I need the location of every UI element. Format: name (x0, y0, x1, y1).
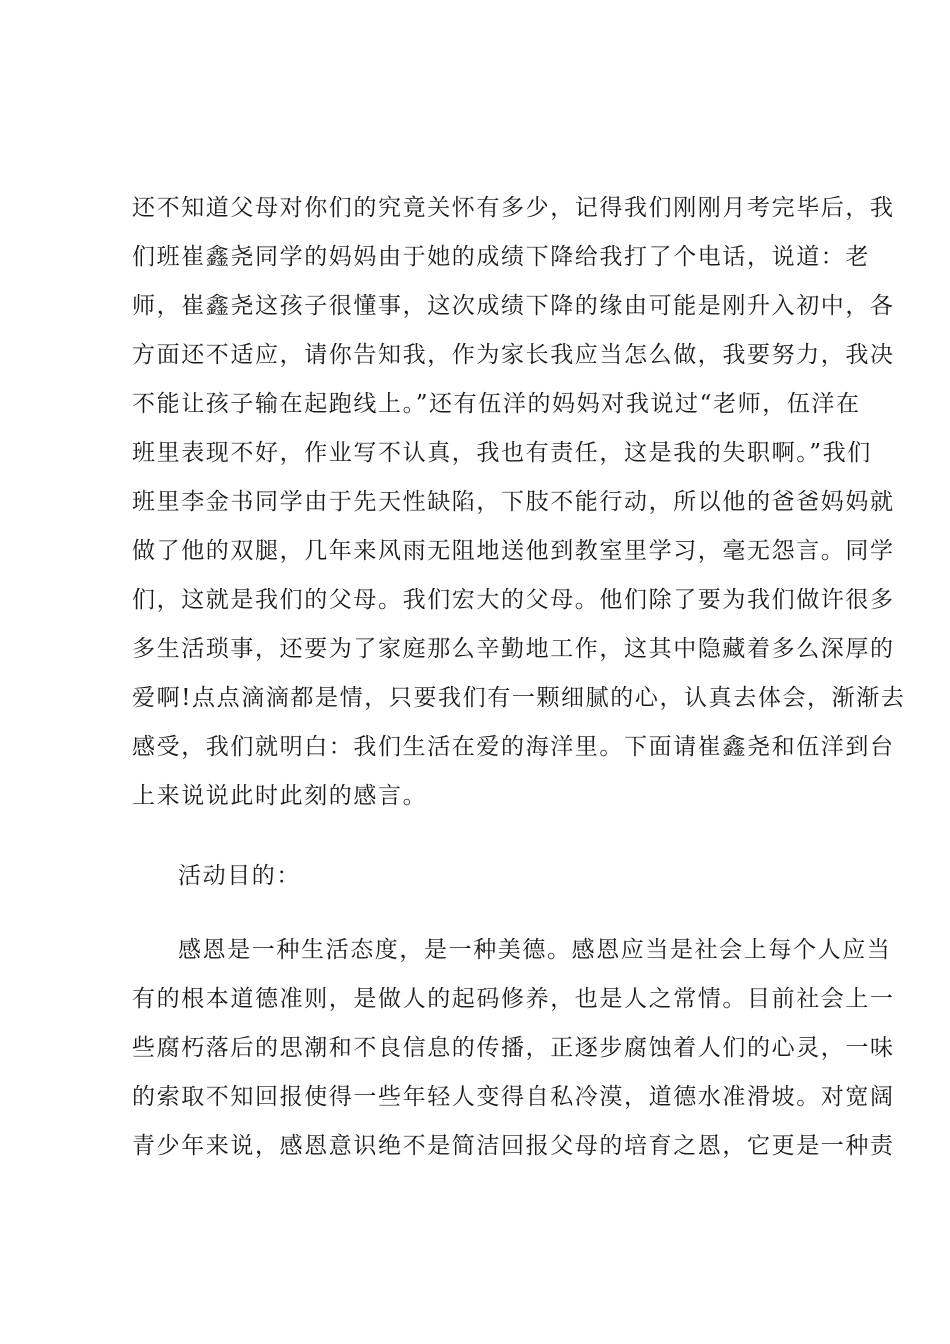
text-line: 些腐朽落后的思潮和不良信息的传播，正逐步腐蚀着人们的心灵，一味 (132, 1035, 895, 1061)
section-heading-activity-purpose (132, 852, 832, 901)
text-line: 爱啊!点点滴滴都是情，只要我们有一颗细腻的心，认真去体会，渐渐去 (132, 685, 906, 711)
text-line: 做了他的双腿，几年来风雨无阻地送他到教室里学习，毫无怨言。同学 (132, 538, 895, 564)
text-line: 感恩是一种生活态度，是一种美德。感恩应当是社会上每个人应当 (178, 937, 892, 963)
text-line: 不能让孩子输在起跑线上。”还有伍洋的妈妈对我说过“老师，伍洋在 (132, 391, 861, 417)
text-line: 班里李金书同学由于先天性缺陷，下肢不能行动，所以他的爸爸妈妈就 (132, 489, 895, 515)
text-line: 方面还不适应，请你告知我，作为家长我应当怎么做，我要努力，我决 (132, 342, 895, 368)
text-line: 多生活琐事，还要为了家庭那么辛勤地工作，这其中隐藏着多么深厚的 (132, 636, 895, 662)
text-line: 青少年来说，感恩意识绝不是简洁回报父母的培育之恩，它更是一种责 (132, 1133, 895, 1159)
text-line: 上来说说此时此刻的感言。 (132, 783, 428, 809)
paragraph-parents-care (132, 184, 906, 821)
paragraph-gratitude (132, 926, 895, 1171)
text-line: 们班崔鑫尧同学的妈妈由于她的成绩下降给我打了个电话，说道：老 (132, 244, 870, 270)
heading-text: 活动目的： (178, 863, 301, 889)
text-line: 们，这就是我们的父母。我们宏大的父母。他们除了要为我们做许很多 (132, 587, 895, 613)
text-line: 的索取不知回报使得一些年轻人变得自私冷漠，道德水准滑坡。对宽阔 (132, 1084, 895, 1110)
text-line: 感受，我们就明白：我们生活在爱的海洋里。下面请崔鑫尧和伍洋到台 (132, 734, 895, 760)
text-line: 有的根本道德准则，是做人的起码修养，也是人之常情。目前社会上一 (132, 986, 895, 1012)
text-line: 师，崔鑫尧这孩子很懂事，这次成绩下降的缘由可能是刚升入初中，各 (132, 293, 895, 319)
text-line: 还不知道父母对你们的究竟关怀有多少，记得我们刚刚月考完毕后，我 (132, 195, 895, 221)
text-line: 班里表现不好，作业写不认真，我也有责任，这是我的失职啊。”我们 (132, 440, 872, 466)
